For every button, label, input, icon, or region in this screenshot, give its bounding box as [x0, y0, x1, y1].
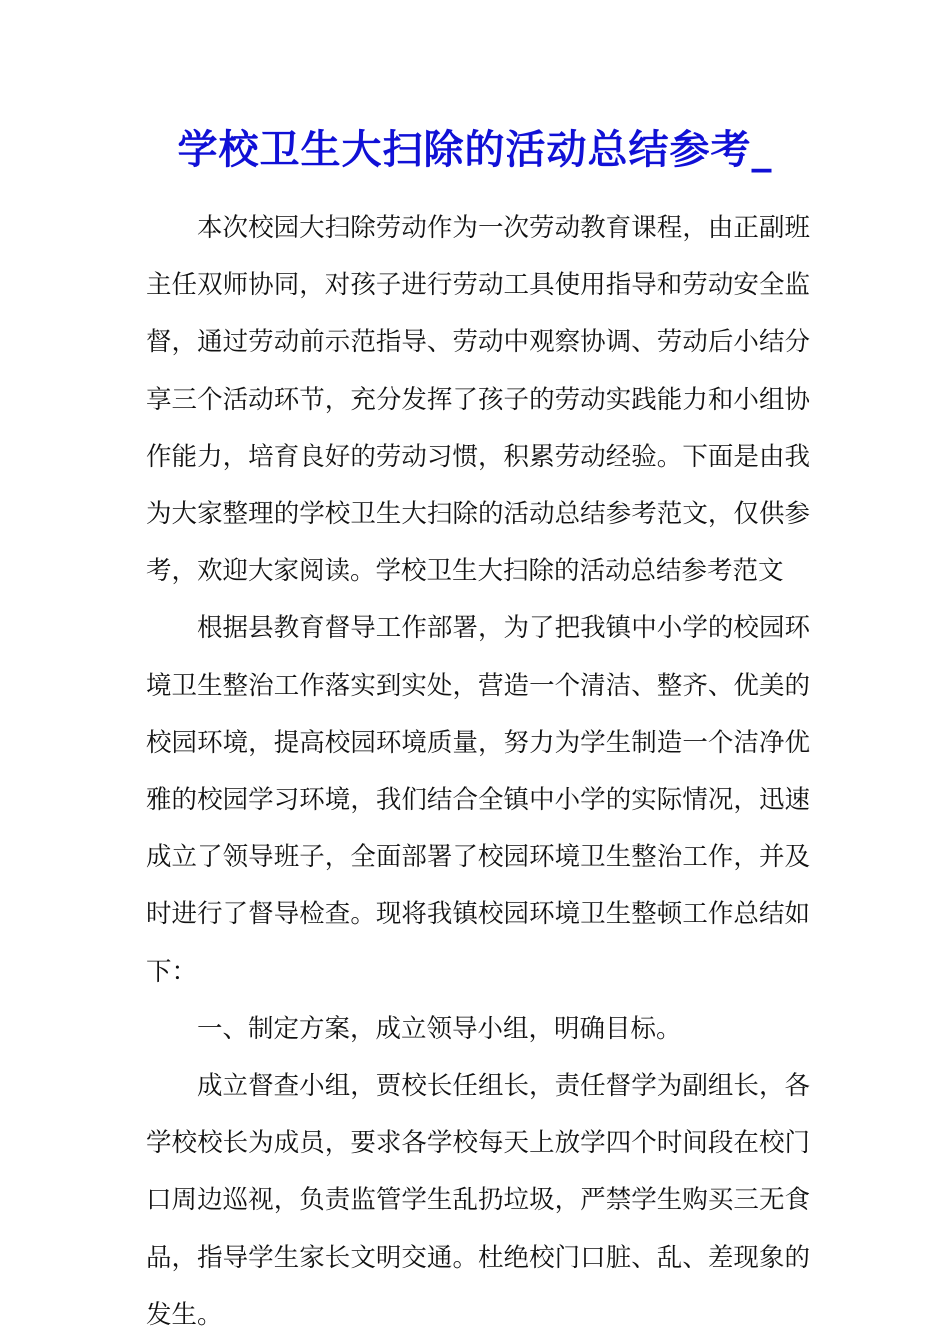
document-body: [146, 200, 810, 1344]
paragraph-intro: 本次校园大扫除劳动作为一次劳动教育课程，由正副班主任双师协同，对孩子进行劳动工具使用指导和劳动安全监督，通过劳动前示范指导、劳动中观察协调、劳动后小结分享三个活动环节，充分发挥了孩子的劳动实践能力和小组协作能力，培育良好的劳动习惯，积累劳动经验。下面是由我为大家整理的学校卫生大扫除的活动总结参考范文，仅供参考，欢迎大家阅读。学校卫生大扫除的活动总结参考范文: [146, 213, 810, 587]
paragraph-section-body: 成立督查小组，贾校长任组长，责任督学为副组长，各学校校长为成员，要求各学校每天上放学四个时间段在校门口周边巡视，负责监管学生乱扔垃圾，严禁学生购买三无食品，指导学生家长文明交通。杜绝校门口脏、乱、差现象的发生。: [146, 1071, 810, 1330]
paragraph-section-heading: 一、制定方案，成立领导小组，明确目标。: [197, 1013, 682, 1044]
paragraph-background: 根据县教育督导工作部署，为了把我镇中小学的校园环境卫生整治工作落实到实处，营造一个清洁、整齐、优美的校园环境，提高校园环境质量，努力为学生制造一个洁净优雅的校园学习环境，我们结合全镇中小学的实际情况，迅速成立了领导班子，全面部署了校园环境卫生整治工作，并及时进行了督导检查。现将我镇校园环境卫生整顿工作总结如下：: [146, 613, 810, 987]
document-title: 学校卫生大扫除的活动总结参考_: [177, 126, 773, 173]
